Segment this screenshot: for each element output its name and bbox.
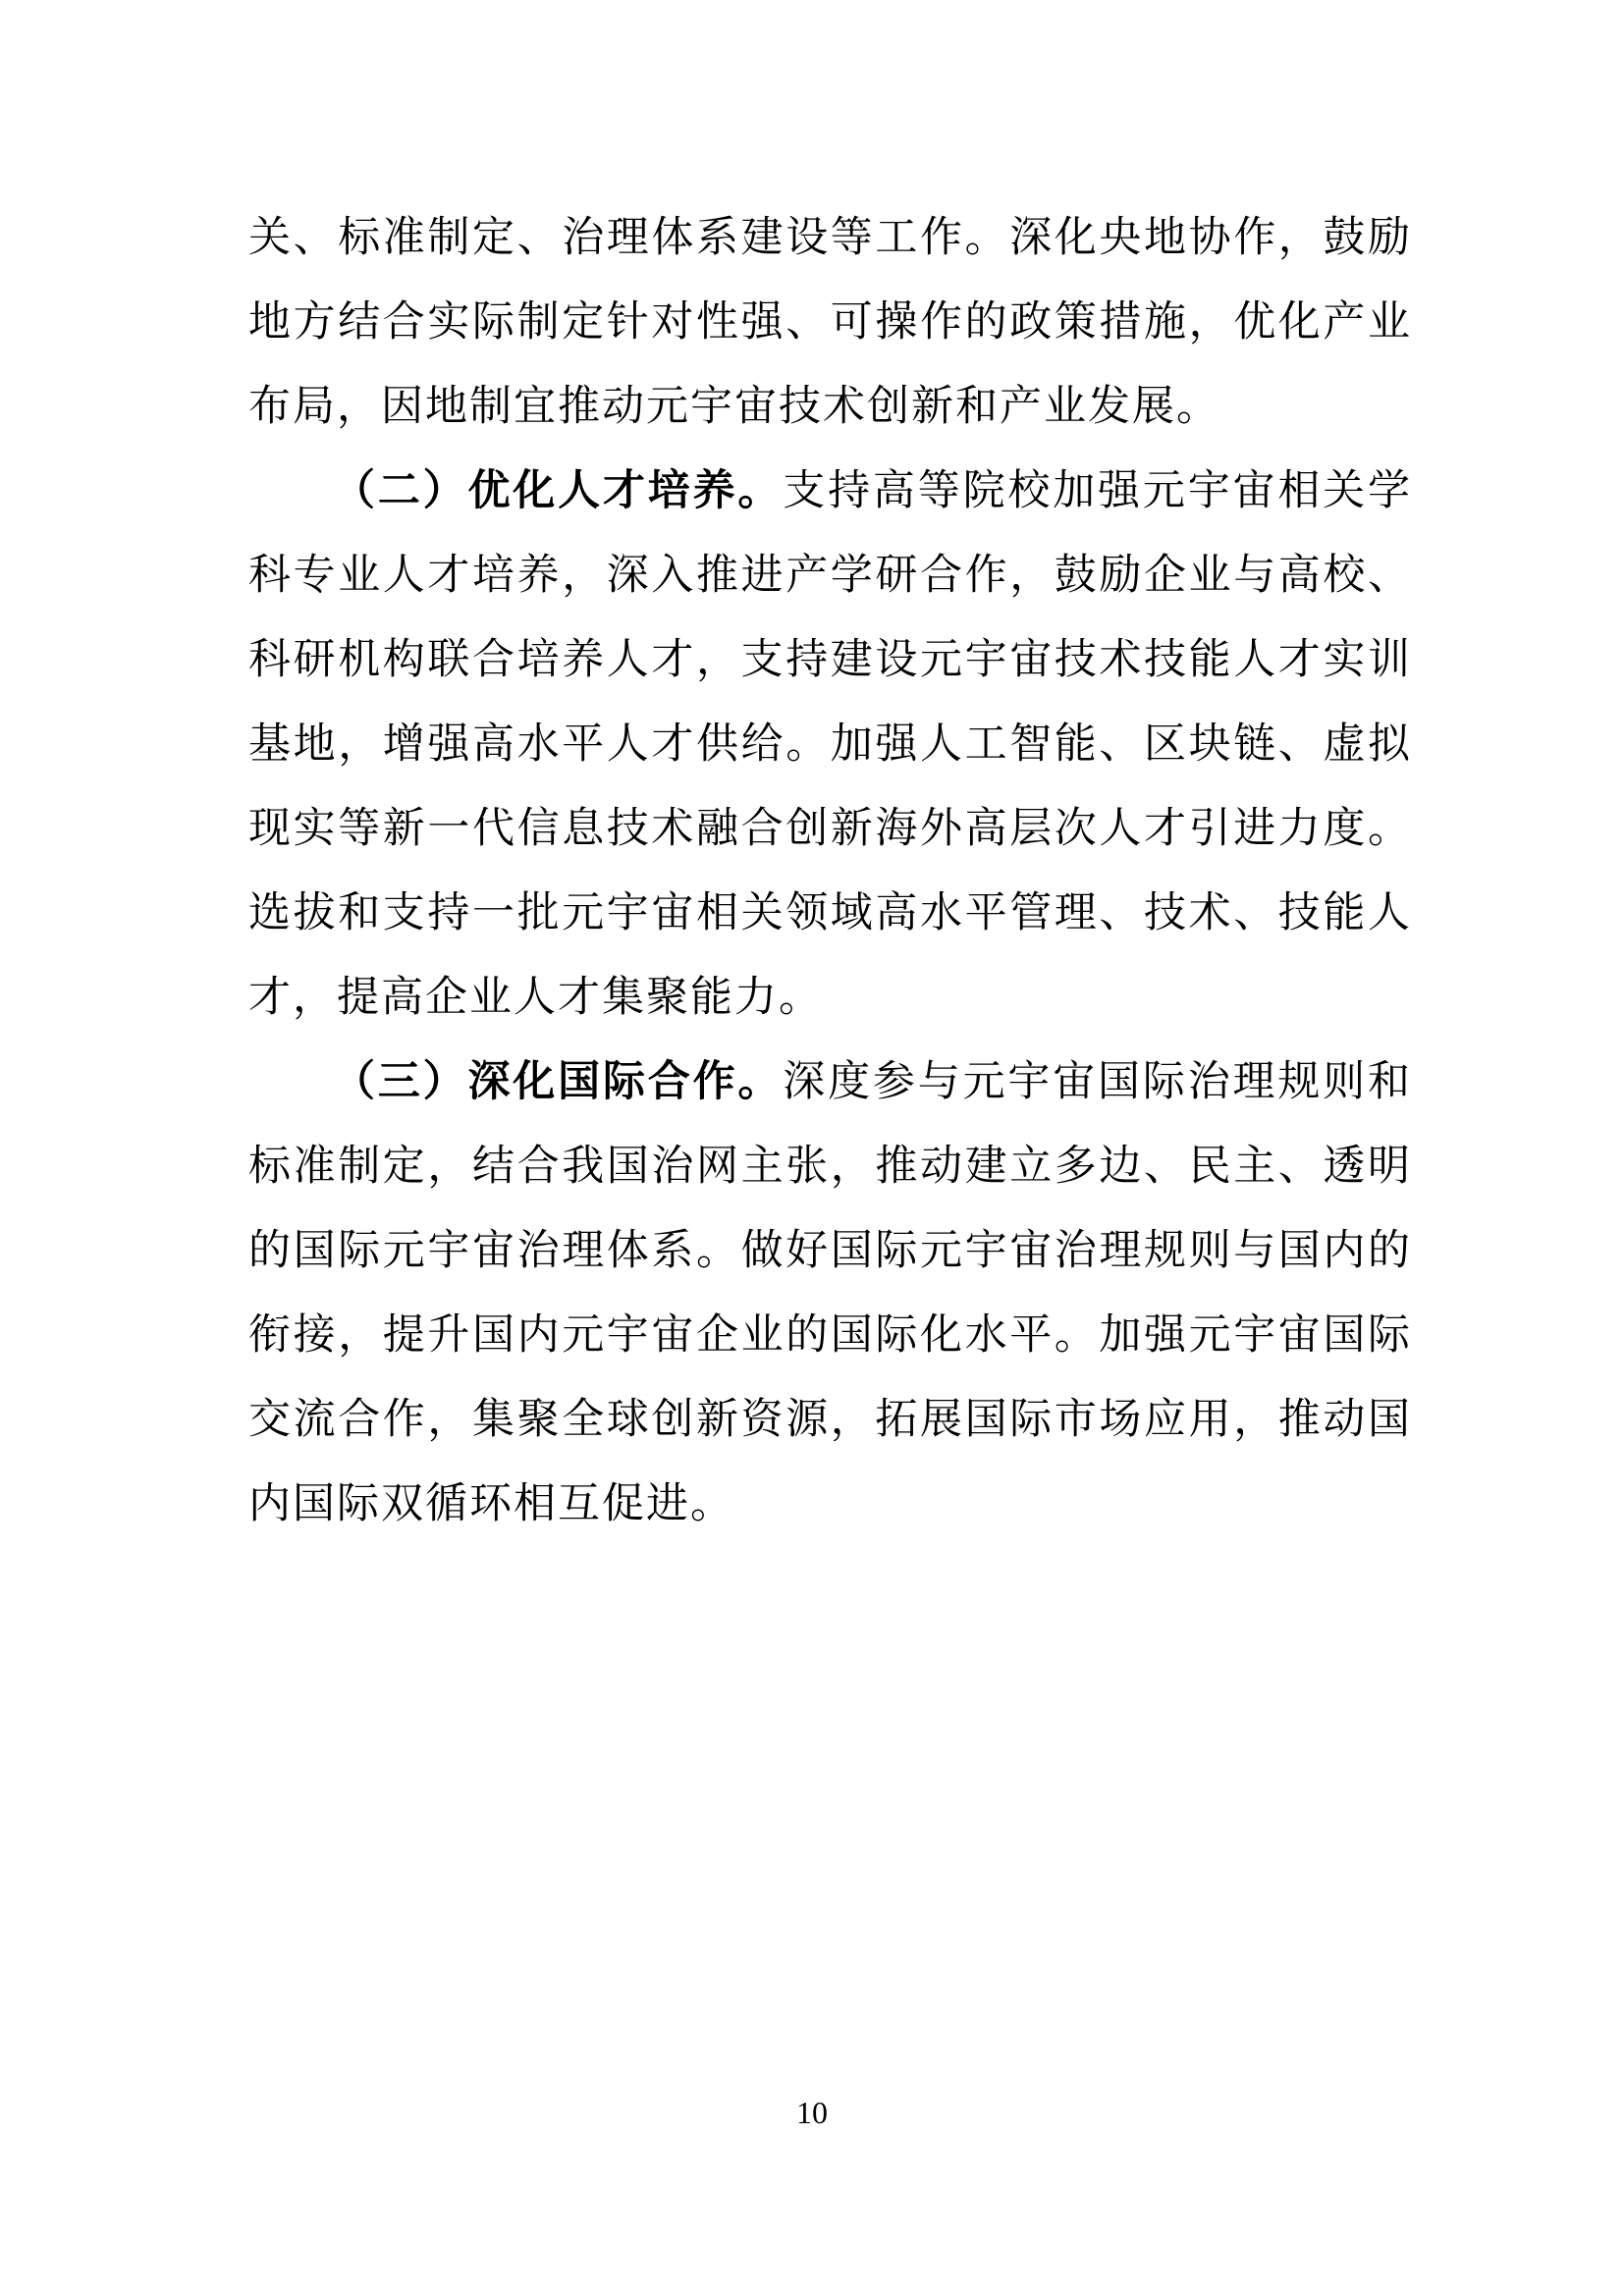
paragraph-section-3 bbox=[248, 1041, 1412, 1547]
paragraph-text: 深度参与元宇宙国际治理规则和标准制定，结合我国治网主张，推动建立多边、民主、透明的国际元宇宙治理体系。做好国际元宇宙治理规则与国内的衔接，提升国内元宇宙企业的国际化水平。加强元宇宙国际交流合作，集聚全球创新资源，拓展国际市场应用，推动国内国际双循环相互促进。 bbox=[248, 1059, 1413, 1527]
document-body bbox=[248, 196, 1412, 1547]
paragraph-text: 关、标准制定、治理体系建设等工作。深化央地协作，鼓励地方结合实际制定针对性强、可操作的政策措施，优化产业布局，因地制宜推动元宇宙技术创新和产业发展。 bbox=[248, 215, 1412, 430]
paragraph-continuation bbox=[248, 196, 1412, 450]
page-number: 10 bbox=[796, 2095, 828, 2130]
paragraph-section-2 bbox=[248, 450, 1412, 1041]
paragraph-text: 支持高等院校加强元宇宙相关学科专业人才培养，深入推进产学研合作，鼓励企业与高校、科研机构联合培养人才，支持建设元宇宙技术技能人才实训基地，增强高水平人才供给。加强人工智能、区块链、虚拟现实等新一代信息技术融合创新海外高层次人才引进力度。选拔和支持一批元宇宙相关领域高水平管理、技术、技能人才，提高企业人才集聚能力。 bbox=[248, 468, 1413, 1021]
section-2-heading: （二）优化人才培养。 bbox=[333, 468, 784, 514]
section-3-heading: （三）深化国际合作。 bbox=[333, 1059, 784, 1105]
